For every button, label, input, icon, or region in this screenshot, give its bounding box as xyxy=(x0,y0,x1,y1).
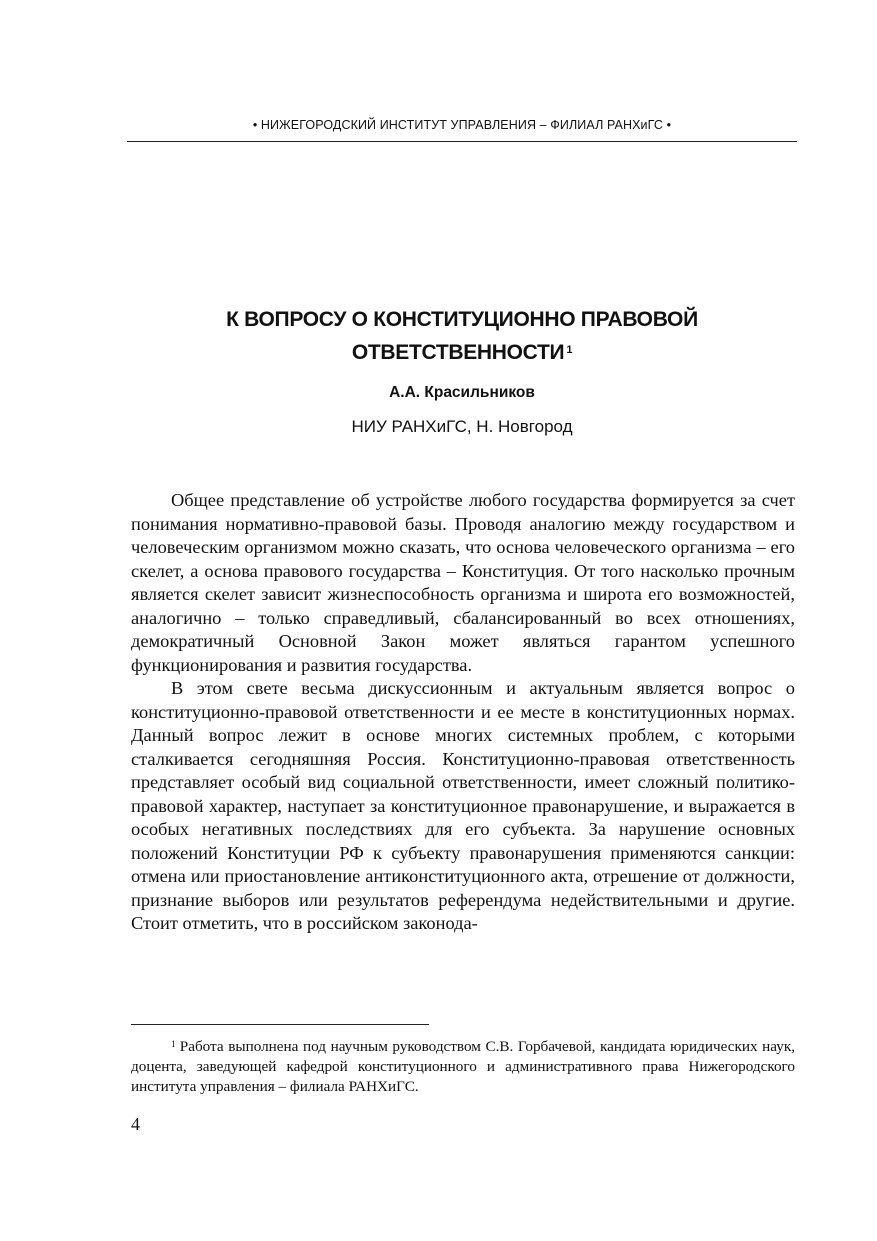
author-name: А.А. Красильников xyxy=(389,384,535,401)
footnote xyxy=(131,1037,795,1097)
body-paragraph-1: Общее представление об устройстве любого государства формируется за счет понимания нормативно-правовой базы. Проводя аналогию между государством и человеческим организмом можно сказать, что основа человеческого организма – его скелет, а основа правового государства – Конституция. От того насколько прочным является скелет зависит жизнеспособность организма и широта его возможностей, аналогично – только справедливый, сбалансированный во всех отношениях, демократичный Основной Закон может являться гарантом успешного функционирования и развития государства. xyxy=(131,490,795,675)
header-rule xyxy=(127,141,797,142)
title-footnote-mark: 1 xyxy=(566,344,573,356)
footnote-mark: 1 xyxy=(171,1040,176,1050)
title-line-1: К ВОПРОСУ О КОНСТИТУЦИОННО ПРАВОВОЙ xyxy=(226,308,698,331)
article-body xyxy=(131,489,795,936)
title-line-2-text: ОТВЕТСТВЕННОСТИ xyxy=(351,341,565,364)
footnote-rule xyxy=(131,1024,429,1025)
body-paragraph-2: В этом свете весьма дискуссионным и актуальным является вопрос о конституционно-правовой ответственности и ее месте в конституционных нормах. Данный вопрос лежит в основе многих системных проблем, с которыми сталкивается сегодняшняя Россия. Конституционно-правовая ответственность представляет особый вид социальной ответственности, имеет сложный политико-правовой характер, наступает за конституционное правонарушение, и выражается в особых негативных последствиях для его субъекта. За нарушение основных положений Конституции РФ к субъекту правонарушения применяются санкции: отмена или приостановление антиконституционного акта, отрешение от должности, признание выборов или результатов референдума недействительными и другие. Стоит отметить, что в российском законода- xyxy=(131,678,795,933)
article-title xyxy=(127,303,797,369)
title-line-2 xyxy=(127,336,797,369)
footnote-text: Работа выполнена под научным руководством С.В. Горбачевой, кандидата юридических наук, доцента, заведующей кафедрой конституционного и административного права Нижегородского института управления – филиала РАНХиГС. xyxy=(131,1038,795,1095)
page-number: 4 xyxy=(131,1114,140,1134)
author-affiliation: НИУ РАНХиГС, Н. Новгород xyxy=(351,417,573,436)
running-head: • НИЖЕГОРОДСКИЙ ИНСТИТУТ УПРАВЛЕНИЯ – ФИЛИАЛ РАНХиГС • xyxy=(252,118,672,132)
